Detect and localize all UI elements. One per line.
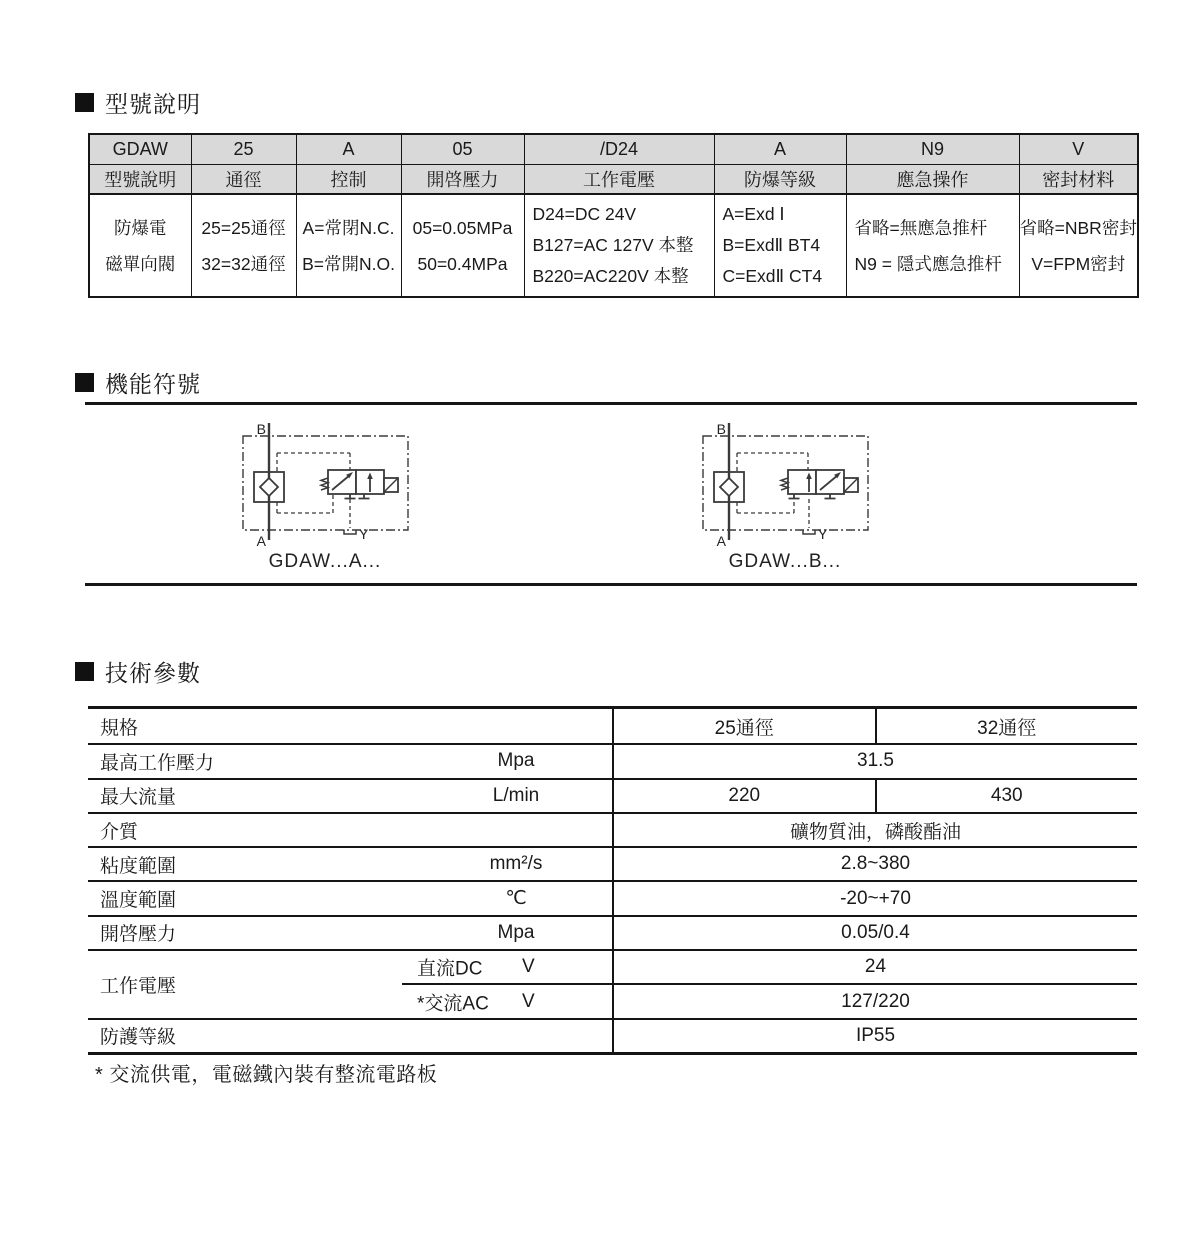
desc-size: 25=25通徑 32=32通徑: [191, 194, 296, 297]
ac-label: *交流AC: [417, 993, 489, 1015]
desc-control: A=常閉N.C. B=常開N.O.: [296, 194, 401, 297]
param-unit: Mpa: [497, 921, 535, 943]
section-square-icon: [75, 373, 94, 392]
valve-body: [781, 470, 858, 499]
section-title-tech: [75, 655, 201, 688]
label-size: 通徑: [191, 164, 296, 194]
row-max-flow: [88, 778, 1137, 812]
param-name: 開啓壓力: [100, 924, 177, 946]
row-cracking-pressure: [88, 915, 1137, 949]
row-temperature: [88, 880, 1137, 914]
param-name: 最高工作壓力: [100, 752, 215, 774]
row-spec: [88, 709, 1137, 743]
port-label-b: B: [716, 421, 726, 437]
code-gdaw: GDAW: [89, 134, 191, 164]
param-unit: L/min: [492, 784, 540, 806]
desc-seal: 省略=NBR密封 V=FPM密封: [1019, 194, 1138, 297]
param-value: 0.05/0.4: [612, 917, 1137, 949]
param-value: 31.5: [612, 745, 1137, 777]
desc-exproof: A=Exd Ⅰ B=ExdⅡ BT4 C=ExdⅡ CT4: [714, 194, 846, 297]
param-unit: Mpa: [497, 750, 535, 772]
code-emergency: N9: [846, 134, 1019, 164]
ac-value: 127/220: [612, 985, 1137, 1017]
drain-label-y: Y: [359, 526, 369, 542]
row-voltage: [88, 949, 1137, 1018]
param-value: 礦物質油，磷酸酯油: [612, 814, 1137, 846]
label-control: 控制: [296, 164, 401, 194]
param-name: 規格: [100, 717, 139, 739]
valve-diagram-a: [230, 420, 420, 555]
model-number-table-wrap: [88, 133, 1139, 298]
label-pressure: 開啓壓力: [401, 164, 524, 194]
section-title-model: [75, 86, 201, 119]
port-label-a: A: [256, 533, 266, 549]
ac-unit: V: [522, 990, 535, 1012]
col-header-32: 32通徑: [875, 709, 1138, 743]
label-voltage: 工作電壓: [524, 164, 714, 194]
spring-icon: [781, 478, 788, 490]
port-label-b: B: [256, 421, 266, 437]
ac-power-footnote: * 交流供電，電磁鐵內裝有整流電路板: [95, 1064, 438, 1086]
section-square-icon: [75, 93, 94, 112]
code-exproof: A: [714, 134, 846, 164]
row-medium: [88, 812, 1137, 846]
param-value-32: 430: [875, 780, 1138, 812]
valve-diagram-b: [690, 420, 880, 555]
section-title-tech-text: 技術參數: [105, 660, 201, 686]
param-name: 粘度範圍: [100, 855, 177, 877]
diagram-a-caption: GDAW...A...: [268, 551, 382, 572]
model-code-row: [89, 134, 1138, 164]
voltage-ac-subrow: [402, 985, 1137, 1017]
label-exproof: 防爆等級: [714, 164, 846, 194]
model-label-row: [89, 164, 1138, 194]
dc-label: 直流DC: [417, 958, 483, 980]
label-seal: 密封材料: [1019, 164, 1138, 194]
param-name: 最大流量: [100, 787, 177, 809]
col-header-25: 25通徑: [714, 717, 774, 739]
section-title-model-text: 型號說明: [105, 91, 201, 117]
dc-unit: V: [522, 956, 535, 978]
code-control: A: [296, 134, 401, 164]
label-emergency: 應急操作: [846, 164, 1019, 194]
param-value: IP55: [612, 1020, 1137, 1052]
drain-label-y: Y: [818, 526, 828, 542]
desc-pressure: 05=0.05MPa 50=0.4MPa: [401, 194, 524, 297]
desc-model: 防爆電 磁單向閥: [89, 194, 191, 297]
voltage-dc-subrow: [402, 951, 1137, 985]
param-value: 2.8~380: [612, 848, 1137, 880]
model-desc-row: [89, 194, 1138, 297]
row-viscosity: [88, 846, 1137, 880]
dc-value: 24: [612, 951, 1137, 983]
param-value-25: 220: [728, 784, 761, 806]
param-unit: mm²/s: [489, 853, 543, 875]
valve-body: [321, 470, 398, 499]
desc-voltage: D24=DC 24V B127=AC 127V 本整 B220=AC220V 本整: [524, 194, 714, 297]
param-name: 防護等級: [100, 1027, 177, 1049]
param-name: 介質: [100, 821, 139, 843]
param-unit: ℃: [505, 888, 527, 910]
param-name: 工作電壓: [100, 975, 177, 997]
section-title-symbols: [75, 366, 201, 399]
desc-emergency: 省略=無應急推杆 N9 = 隱式應急推杆: [846, 194, 1019, 297]
tech-parameters-table: [88, 706, 1137, 1055]
divider-rule-bottom: [85, 583, 1137, 586]
section-title-symbols-text: 機能符號: [105, 371, 201, 397]
row-max-pressure: [88, 743, 1137, 777]
port-label-a: A: [716, 533, 726, 549]
row-protection: [88, 1018, 1137, 1052]
param-value: -20~+70: [612, 882, 1137, 914]
code-seal: V: [1019, 134, 1138, 164]
section-square-icon: [75, 662, 94, 681]
param-name: 溫度範圍: [100, 890, 177, 912]
model-number-table: [88, 133, 1139, 298]
code-size: 25: [191, 134, 296, 164]
code-pressure: 05: [401, 134, 524, 164]
label-model: 型號說明: [89, 164, 191, 194]
code-voltage: /D24: [524, 134, 714, 164]
diagram-b-caption: GDAW...B...: [728, 551, 842, 572]
divider-rule-top: [85, 402, 1137, 405]
spring-icon: [321, 478, 328, 490]
